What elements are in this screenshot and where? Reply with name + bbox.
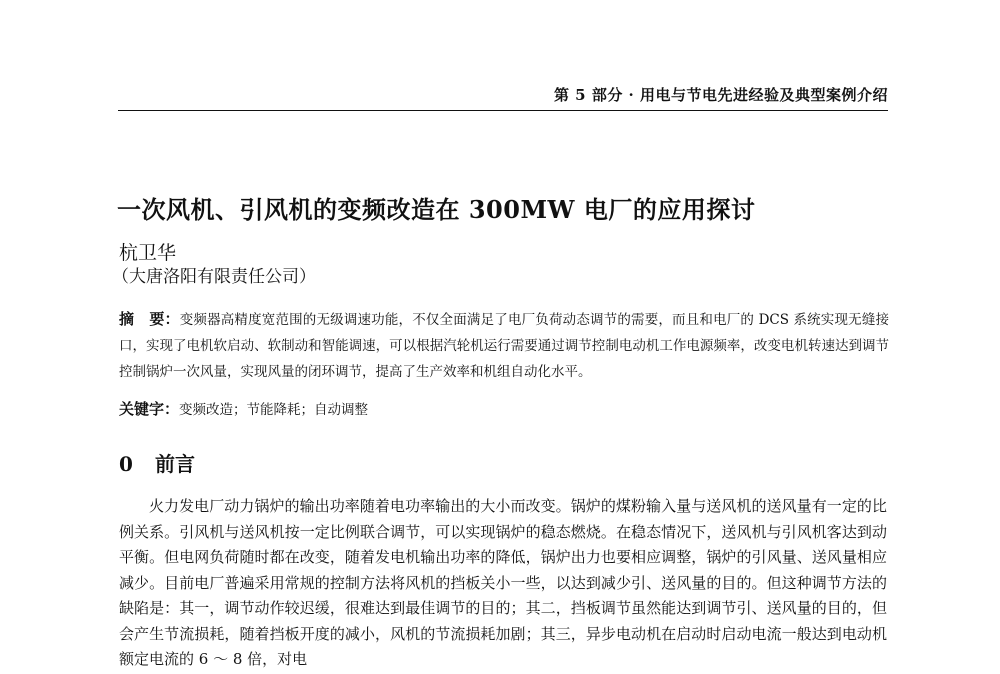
author-name: 杭卫华	[119, 242, 177, 264]
keywords-label: 关键字：	[119, 400, 180, 418]
abstract-label: 摘 要：	[119, 310, 180, 328]
body-paragraph: 火力发电厂动力锅炉的输出功率随着电功率输出的大小而改变。锅炉的煤粉输入量与送风机的送风量有一定的比例关系。引风机与送风机按一定比例联合调节，可以实现锅炉的稳态燃烧。在稳态情况下，送风机与引风机客达到动平衡。但电网负荷随时都在改变，随着发电机输出功率的降低，锅炉出力也要相应调整，锅炉的引风量、送风量相应减少。目前电厂普遍采用常规的控制方法将风机的挡板关小一些，以达到减少引、送风量的目的。但这种调节方法的缺陷是：其一，调节动作较迟缓，很难达到最佳调节的目的；其二，挡板调节虽然能达到调节引、送风量的目的，但会产生节流损耗，随着挡板开度的减小，风机的节流损耗加剧；其三，异步电动机在启动时启动电流一般达到电动机额定电流的 6 ～ 8 倍，对电	[119, 497, 887, 668]
section-heading	[119, 448, 195, 477]
abstract	[119, 306, 889, 385]
keywords-text: 变频改造；节能降耗；自动调整	[179, 402, 369, 418]
article-title: 一次风机、引风机的变频改造在 300MW 电厂的应用探讨	[117, 195, 756, 224]
header-rule	[118, 110, 888, 111]
section-number: 0	[119, 452, 133, 476]
keywords	[119, 398, 368, 419]
running-header: 第 5 部分 · 用电与节电先进经验及典型案例介绍	[553, 86, 888, 104]
abstract-text: 变频器高精度宽范围的无级调速功能，不仅全面满足了电厂负荷动态调节的需要，而且和电厂的 DCS 系统实现无缝接口，实现了电机软启动、软制动和智能调速，可以根据汽轮机运行需要通过调节控制电动机工作电源频率，改变电机转速达到调节控制锅炉一次风量，实现风量的闭环调节，提高了生产效率和机组自动化水平。	[119, 312, 889, 380]
author-affiliation: （大唐洛阳有限责任公司）	[112, 267, 316, 287]
section-title: 前言	[155, 452, 195, 476]
